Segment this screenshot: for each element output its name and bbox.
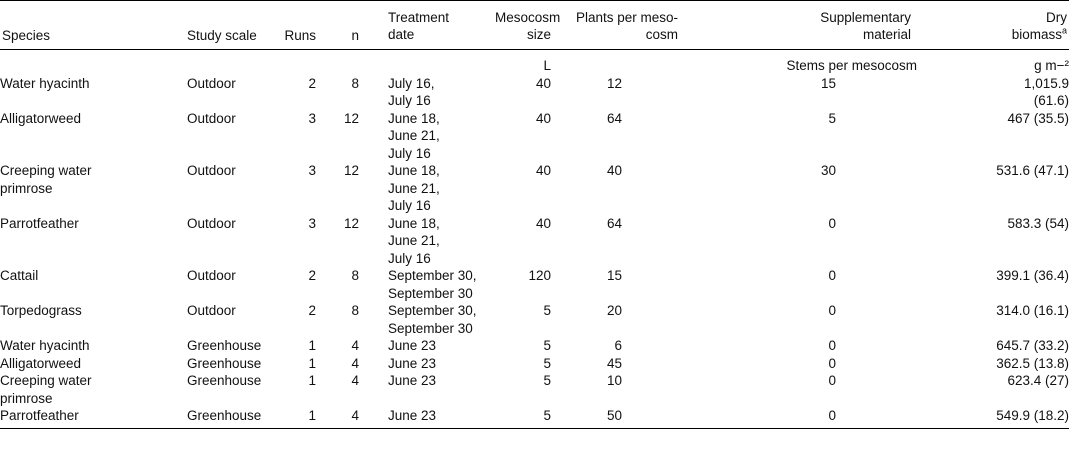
cell-scale: Greenhouse xyxy=(185,407,278,428)
cell-n: 12 xyxy=(343,110,359,126)
cell-date: June 18, June 21, July 16 xyxy=(388,110,440,161)
unit-supplementary-material: Stems per mesocosm xyxy=(786,58,917,73)
cell-n: 12 xyxy=(343,215,359,231)
cell-runs: 2 xyxy=(308,75,316,91)
cell-date: June 23 xyxy=(361,407,493,428)
cell-scale: Outdoor xyxy=(187,268,236,283)
header-plants-per-mesocosm: Plants per meso- cosm xyxy=(553,1,680,50)
cell-date: September 30, September 30 xyxy=(388,303,477,336)
cell-scale: Greenhouse xyxy=(187,373,262,388)
cell-biomass: 549.9 (18.2) xyxy=(921,407,1069,428)
cell-scale: Outdoor xyxy=(187,75,236,91)
cell-plants: 15 xyxy=(606,268,622,283)
cell-n: 4 xyxy=(318,407,361,428)
header-runs: Runs xyxy=(278,1,318,50)
header-dry-biomass-line2: biomass xyxy=(1011,27,1062,42)
cell-biomass: 623.4 (27) xyxy=(1007,373,1069,388)
cell-scale: Outdoor xyxy=(187,215,236,231)
cell-supp: 0 xyxy=(828,303,836,318)
cell-species: Creeping water primrose xyxy=(0,373,92,406)
cell-species: Creeping water primrose xyxy=(0,163,92,196)
cell-scale: Outdoor xyxy=(187,110,236,126)
cell-species: Water hyacinth xyxy=(0,338,90,353)
cell-runs: 2 xyxy=(308,268,316,283)
cell-species: Torpedograss xyxy=(0,303,82,318)
cell-scale: Outdoor xyxy=(187,163,236,178)
cell-plants: 45 xyxy=(606,355,622,371)
cell-runs: 2 xyxy=(308,303,316,318)
cell-biomass: 583.3 (54) xyxy=(1007,215,1069,231)
cell-runs: 3 xyxy=(308,215,316,231)
cell-biomass: 314.0 (16.1) xyxy=(996,303,1069,318)
table-row xyxy=(0,215,1069,268)
cell-size: 120 xyxy=(528,268,551,283)
cell-supp: 15 xyxy=(820,75,836,91)
cell-size: 40 xyxy=(535,75,551,91)
cell-runs: 3 xyxy=(308,163,316,178)
cell-supp: 0 xyxy=(680,407,921,428)
cell-scale: Greenhouse xyxy=(187,355,262,371)
cell-size: 5 xyxy=(543,338,551,353)
cell-supp: 0 xyxy=(828,215,836,231)
units-row xyxy=(0,50,1069,75)
cell-species: Water hyacinth xyxy=(0,75,90,91)
table-row xyxy=(0,110,1069,163)
cell-species: Parrotfeather xyxy=(0,407,185,428)
header-species: Species xyxy=(0,1,185,50)
table-row xyxy=(0,355,1069,373)
cell-supp: 5 xyxy=(828,110,836,126)
cell-n: 12 xyxy=(343,163,359,178)
cell-runs: 1 xyxy=(308,355,316,371)
cell-size: 5 xyxy=(493,407,553,428)
cell-n: 8 xyxy=(351,268,359,283)
cell-plants: 50 xyxy=(553,407,680,428)
cell-scale: Greenhouse xyxy=(187,338,262,353)
cell-supp: 30 xyxy=(820,163,836,178)
cell-plants: 20 xyxy=(606,303,622,318)
cell-plants: 6 xyxy=(614,338,622,353)
cell-size: 5 xyxy=(543,355,551,371)
cell-size: 40 xyxy=(535,163,551,178)
cell-date: June 23 xyxy=(388,355,437,371)
table-header xyxy=(0,1,1069,50)
cell-date: June 23 xyxy=(388,373,437,388)
unit-mesocosm-size: L xyxy=(543,58,551,73)
cell-size: 40 xyxy=(535,215,551,231)
cell-date: June 23 xyxy=(388,338,437,353)
cell-date: June 18, June 21, July 16 xyxy=(388,163,440,213)
cell-date: June 18, June 21, July 16 xyxy=(388,215,440,266)
header-dry-biomass-line1: Dry xyxy=(1046,10,1067,25)
cell-supp: 0 xyxy=(828,355,836,371)
cell-plants: 40 xyxy=(606,163,622,178)
table-row xyxy=(0,372,1069,407)
header-n: n xyxy=(318,1,361,50)
table-row xyxy=(0,267,1069,302)
unit-dry-biomass: g m−² xyxy=(1034,58,1069,73)
cell-scale: Outdoor xyxy=(187,303,236,318)
cell-supp: 0 xyxy=(828,338,836,353)
cell-size: 40 xyxy=(535,110,551,126)
cell-biomass: 399.1 (36.4) xyxy=(996,268,1069,283)
cell-biomass: 1,015.9 (61.6) xyxy=(1023,75,1069,108)
table-row xyxy=(0,75,1069,110)
footnote-marker: a xyxy=(1061,25,1067,36)
cell-n: 4 xyxy=(351,355,359,371)
header-study-scale: Study scale xyxy=(185,1,278,50)
cell-runs: 1 xyxy=(308,373,316,388)
cell-n: 8 xyxy=(351,75,359,91)
cell-plants: 12 xyxy=(606,75,622,91)
header-treatment-date: Treatment date xyxy=(361,1,493,50)
cell-species: Alligatorweed xyxy=(0,110,82,126)
table-row xyxy=(0,407,1069,428)
header-mesocosm-size: Mesocosm size xyxy=(493,1,553,50)
cell-runs: 1 xyxy=(278,407,318,428)
cell-supp: 0 xyxy=(828,373,836,388)
header-dry-biomass xyxy=(921,1,1069,50)
cell-biomass: 362.5 (13.8) xyxy=(996,355,1069,371)
cell-plants: 64 xyxy=(606,215,622,231)
cell-plants: 10 xyxy=(606,373,622,388)
cell-biomass: 467 (35.5) xyxy=(1007,110,1069,126)
cell-runs: 3 xyxy=(308,110,316,126)
cell-species: Cattail xyxy=(0,268,39,283)
cell-biomass: 531.6 (47.1) xyxy=(996,163,1069,178)
header-supplementary-material: Supplementary material xyxy=(680,1,921,50)
cell-size: 5 xyxy=(543,373,551,388)
cell-date: September 30, September 30 xyxy=(388,268,477,301)
cell-size: 5 xyxy=(543,303,551,318)
cell-plants: 64 xyxy=(606,110,622,126)
cell-biomass: 645.7 (33.2) xyxy=(996,338,1069,353)
table-body xyxy=(0,50,1069,429)
table-row xyxy=(0,302,1069,337)
table-row xyxy=(0,337,1069,355)
cell-supp: 0 xyxy=(828,268,836,283)
cell-n: 4 xyxy=(351,338,359,353)
cell-runs: 1 xyxy=(308,338,316,353)
cell-n: 8 xyxy=(351,303,359,318)
cell-date: July 16, July 16 xyxy=(388,75,435,108)
cell-species: Alligatorweed xyxy=(0,355,82,371)
cell-species: Parrotfeather xyxy=(0,215,79,231)
table-row xyxy=(0,162,1069,215)
cell-n: 4 xyxy=(351,373,359,388)
